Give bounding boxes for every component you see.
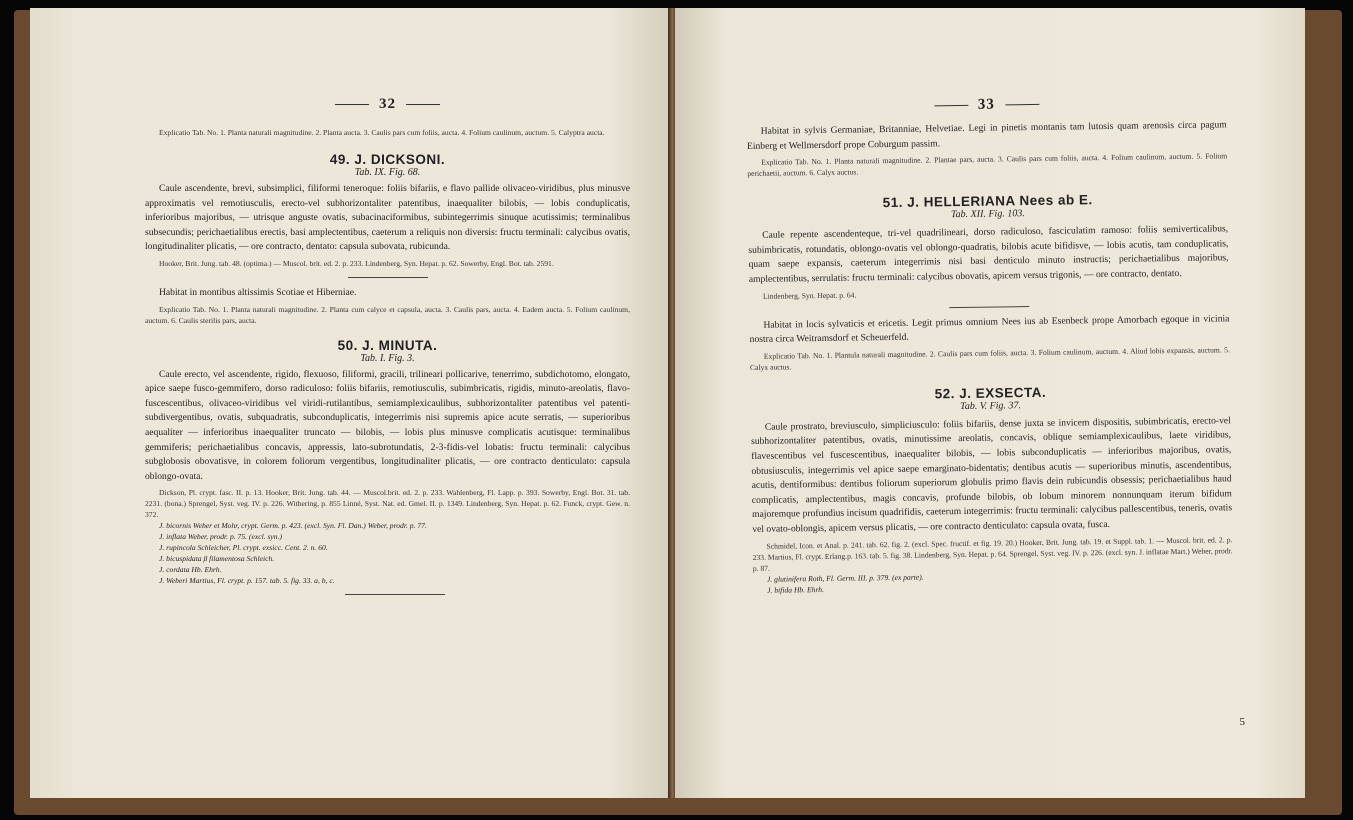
left-page xyxy=(30,8,670,798)
right-page xyxy=(675,8,1305,798)
synonym-line: J. glutinifera Roth, Fl. Germ. III. p. 379. (ex parte). xyxy=(766,572,924,584)
species-49-tab: Tab. IX. Fig. 68. xyxy=(354,167,421,178)
species-51-description: Caule repente ascendenteque, tri-vel quadrilineari, dorso radiculoso, fasciculatim ramoso: foliis semiverticalibus, subimbricatis, rotundatis, oblongo-ovatis vel oblongo-quadratis, bilobis acute bifidisve, — lobis acutis, tam conduplicatis, quam saepe expansis, caeterum integerrimis nisi basi denticulo minuto instructis; perichaetialibus majoribus, amplectentibus, serrulatis: fructu terminali: calycibus obovatis, apicem versus trigonis, — ore contracto, dentato. xyxy=(748,223,1229,285)
synonym-line: J. bicornis Weber et Mohr, crypt. Germ. p. 423. (excl. Syn. Fl. Dan.) Weber, prodr. p. 77. xyxy=(159,521,427,531)
species-52-refs: Schmidel, Icon. et Anal. p. 241. tab. 62. fig. 2. (excl. Spec. fructif. et fig. 19. 20.) Hooker, Brit. Jung. tab. 19. et Suppl. tab. 1. — Muscol. brit. ed. 2. p. 233. Martius, Fl. crypt. Erlang.p. 163. tab. 5. fig. 38. Lindenberg, Syn. Hepat. p. 64. Sprengel, Syst. veg. IV. p. 226. (excl. syn. J. inflatae Mart.) Weber, prodr. p. 87. xyxy=(752,534,1233,573)
species-51-refs: Lindenberg, Syn. Hepat. p. 64. xyxy=(762,290,857,301)
species-51-title: 51. J. HELLERIANA Nees ab E. xyxy=(882,192,1093,211)
species-50-refs: Dickson, Pl. crypt. fasc. II. p. 13. Hooker, Brit. Jung. tab. 44. — Muscol.brit. ed. 2. p. 233. Wahlenberg, Fl. Lapp. p. 393. Sowerby, Engl. Bot. 31. tab. 2231. (bona.) Sprengel, Syst. veg. IV. p. 226. Withering, p. 855 Linné, Syst. Nat. ed. Gmel. II. p. 1349. Lindenberg, Syn. Hepat. p. 62. Funck, crypt. Gew. n. 372. xyxy=(145,488,630,520)
species-49-description: Caule ascendente, brevi, subsimplici, filiformi teneroque: foliis bifariis, e flavo pallide olivaceo-viridibus, plus minusve approximatis vel remotiusculis, erecto-vel subhorizontaliter patentibus, inaequaliter bilobis, — lobis conduplicatis, inferioribus majoribus, — utrisque anguste ovatis, subacinaciformibus, subintegerrimis sinuque acutissimis; terminalibus subsecundis; perichaetialibus erectis, basi amplectentibus, caeterum a reliquis non diversis: fructu terminali: calycibus ovatis, longitudinaliter plicatis, — ore contracto, dentato: capsula subovata, rubicunda. xyxy=(145,183,630,253)
synonym-line: J. cordata Hb. Ehrh. xyxy=(159,565,222,575)
species-52-description: Caule prostrato, breviusculo, simpliciusculo: foliis bifariis, dense juxta se invicem dispositis, subimbricatis, erecto-vel subhorizontaliter patentibus, ovatis, minutissime areolatis, concavis, oblique semiamplexicaulibus, laete viridibus, flavescentibus vel fuscescentibus, inaequaliter bilobis, — lobis subconduplicatis — inferioribus majoribus, ovatis, obtusiusculis, integerrimis vel apice saepe emarginato-bidentatis; dentibus acutis — superioribus minutis, ascendentibus, acutis, dentiformibus: dentibus foliorum superiorum globulis primo flavis dein rubicundis obsessis; perichaetialibus haud complicatis, amplectentibus, magis concavis, profunde bilobis, ob lobum minorem nonnunquam iterum bifidum majoremque profundius incisum quadrifidis, caeterum integerrimis: fructu terminali: calycibus pallescentibus, teneris, ovatis vel ovato-oblongis, apicem versus plicatis, — ore contracto denticulato: capsula ovata, fusca. xyxy=(750,415,1233,535)
species-50-title: 50. J. MINUTA. xyxy=(337,337,438,353)
species-49-habitat: Habitat in montibus altissimis Scotiae et Hiberniae. xyxy=(159,286,357,298)
signature-mark: 5 xyxy=(1239,716,1245,728)
synonym-line: J. bicuspidata β filamentosa Schleich. xyxy=(159,554,275,564)
species-49-refs: Hooker, Brit. Jung. tab. 48. (optima.) — Muscol. brit. ed. 2. p. 233. Lindenberg, Syn. Hepat. p. 62. Sowerby, Engl. Bot. tab. 2591. xyxy=(159,258,554,268)
synonym-line: J. inflata Weber, prodr. p. 75. (excl. syn.) xyxy=(159,532,283,542)
page-number-left: 32 xyxy=(145,96,630,113)
divider xyxy=(348,277,428,278)
synonym-line: J. Weberi Martius, Fl. crypt. p. 157. tab. 5. fig. 33. a, b, c. xyxy=(159,576,335,586)
species-51-habitat: Habitat in locis sylvaticis et ericetis. Legit primus omnium Nees ius ab Esenbeck prope Amorbach egoque in vicinia nostra circa Weitramsdorf et Scheuerfeld. xyxy=(749,312,1230,346)
species-50-tab: Tab. I. Fig. 3. xyxy=(360,352,415,364)
explicatio-top-left: Explicatio Tab. No. 1. Planta naturali magnitudine. 2. Planta aucta. 3. Caulis pars cum foliis, aucta. 4. Folium caulinum, auctum. 5. Calyptra aucta. xyxy=(159,128,605,137)
species-49-title: 49. J. DICKSONI. xyxy=(329,152,446,167)
divider xyxy=(949,306,1029,308)
page-number-right: 33 xyxy=(746,93,1226,117)
synonym-line: J. bifida Hb. Ehrh. xyxy=(767,584,824,595)
synonym-line: J. rupincola Schleicher, Pl. crypt. exsicc. Cent. 2. n. 60. xyxy=(159,543,328,553)
explicatio-top-right: Explicatio Tab. No. 1. Planta naturali magnitudine. 2. Plantae pars, aucta. 3. Caulis pars cum foliis, aucta. 4. Folium caulinum, auctum. 5. Folium perichaetii, auctum. 6. Calyx auctus. xyxy=(747,151,1228,179)
species-51-explicatio: Explicatio Tab. No. 1. Plantula naturali magnitudine. 2. Caulis pars cum foliis, aucta. 3. Folium caulinum, auctum. 4. Aliud lobis expansis, auctum. 5. Calyx auctus. xyxy=(749,345,1230,372)
species-50-description: Caule erecto, vel ascendente, rigido, flexuoso, filiformi, gracili, trilineari pollicarive, tenerrimo, subdichotomo, elongato, apice saepe fusco-gemmifero, dorso radiculoso: foliis bifariis, remotiusculis, subimbricatis, rigidis, minuto-areolatis, flavo-fuscescentibus, olivaceo-viridibus vel viridi-rutilantibus, semiamplexicaulibus, subhorizontaliter patentibus vel patenti-subdivergentibus, ovatis, subquadratis, subconduplicatis, integerrimis nisi supremis apice acute serratis, — superioribus aequaliter — inferioribus inaequaliter truncato — bilobis, — lobis plus minusve complicatis acutisque: terminalibus gemmiferis; perichaetialibus concavis, appressis, lato-subrotundatis, 2-3-fidis-vel lobatis: fructu terminali: calycibus subglobosis obovatisve, in colorem foliorum vergentibus, longitudinaliter plicatis, — ore contracto denticulato: capsula oblongo-ovata. xyxy=(145,368,630,482)
species-52-tab: Tab. V. Fig. 37. xyxy=(960,399,1022,412)
habitat-top-right: Habitat in sylvis Germaniae, Britanniae, Helvetiae. Legi in pinetis montanis tam lutosis quam arenosis circa pagum Einberg et Wellmersdorf prope Coburgum passim. xyxy=(746,119,1227,152)
divider xyxy=(345,594,445,595)
species-49-explicatio: Explicatio Tab. No. 1. Planta naturali magnitudine. 2. Planta cum calyce et capsula, aucta. 3. Caulis pars, aucta. 4. Eadem aucta. 5. Folium caulinum, auctum. 6. Caulis sterilis pars, aucta. xyxy=(145,304,630,325)
species-51-tab: Tab. XII. Fig. 103. xyxy=(950,208,1025,221)
species-52-title: 52. J. EXSECTA. xyxy=(934,384,1047,402)
